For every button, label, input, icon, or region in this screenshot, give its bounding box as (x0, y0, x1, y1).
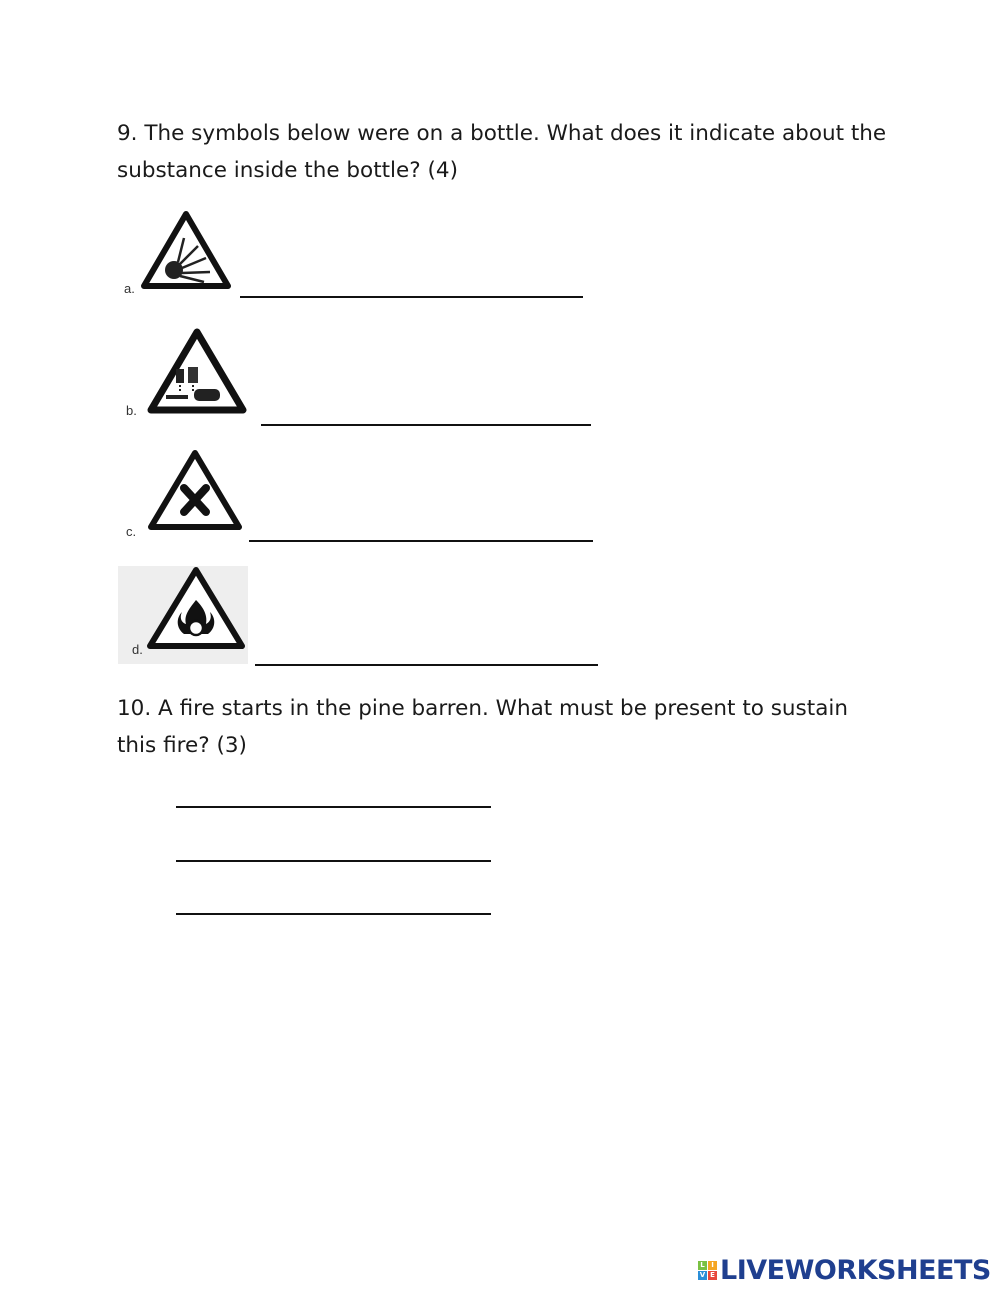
liveworksheets-logo (698, 1254, 991, 1286)
question-9-line-1: 9. The symbols below were on a bottle. What does it indicate about the (117, 121, 887, 146)
logo-mark-icon: L I V E (698, 1261, 717, 1280)
answer-line-a[interactable] (240, 296, 583, 298)
answer-line-2[interactable] (176, 860, 491, 862)
corrosive-icon (146, 327, 248, 415)
explosive-icon (140, 210, 232, 290)
harmful-icon (146, 448, 244, 532)
answer-line-1[interactable] (176, 806, 491, 808)
question-9-line-2: substance inside the bottle? (4) (117, 158, 458, 183)
answer-line-d[interactable] (255, 664, 598, 666)
question-10-line-1: 10. A fire starts in the pine barren. What must be present to sustain (117, 696, 848, 721)
answer-line-3[interactable] (176, 913, 491, 915)
answer-line-c[interactable] (249, 540, 593, 542)
symbol-letter-b: b. (126, 403, 137, 418)
answer-line-b[interactable] (261, 424, 591, 426)
logo-text: LIVEWORKSHEETS (720, 1254, 991, 1286)
svg-text:d.: d. (132, 642, 143, 657)
question-10-line-2: this fire? (3) (117, 733, 247, 758)
symbol-letter-a: a. (124, 281, 135, 296)
oxidizing-flame-icon (118, 566, 248, 664)
symbol-letter-c: c. (126, 524, 137, 539)
